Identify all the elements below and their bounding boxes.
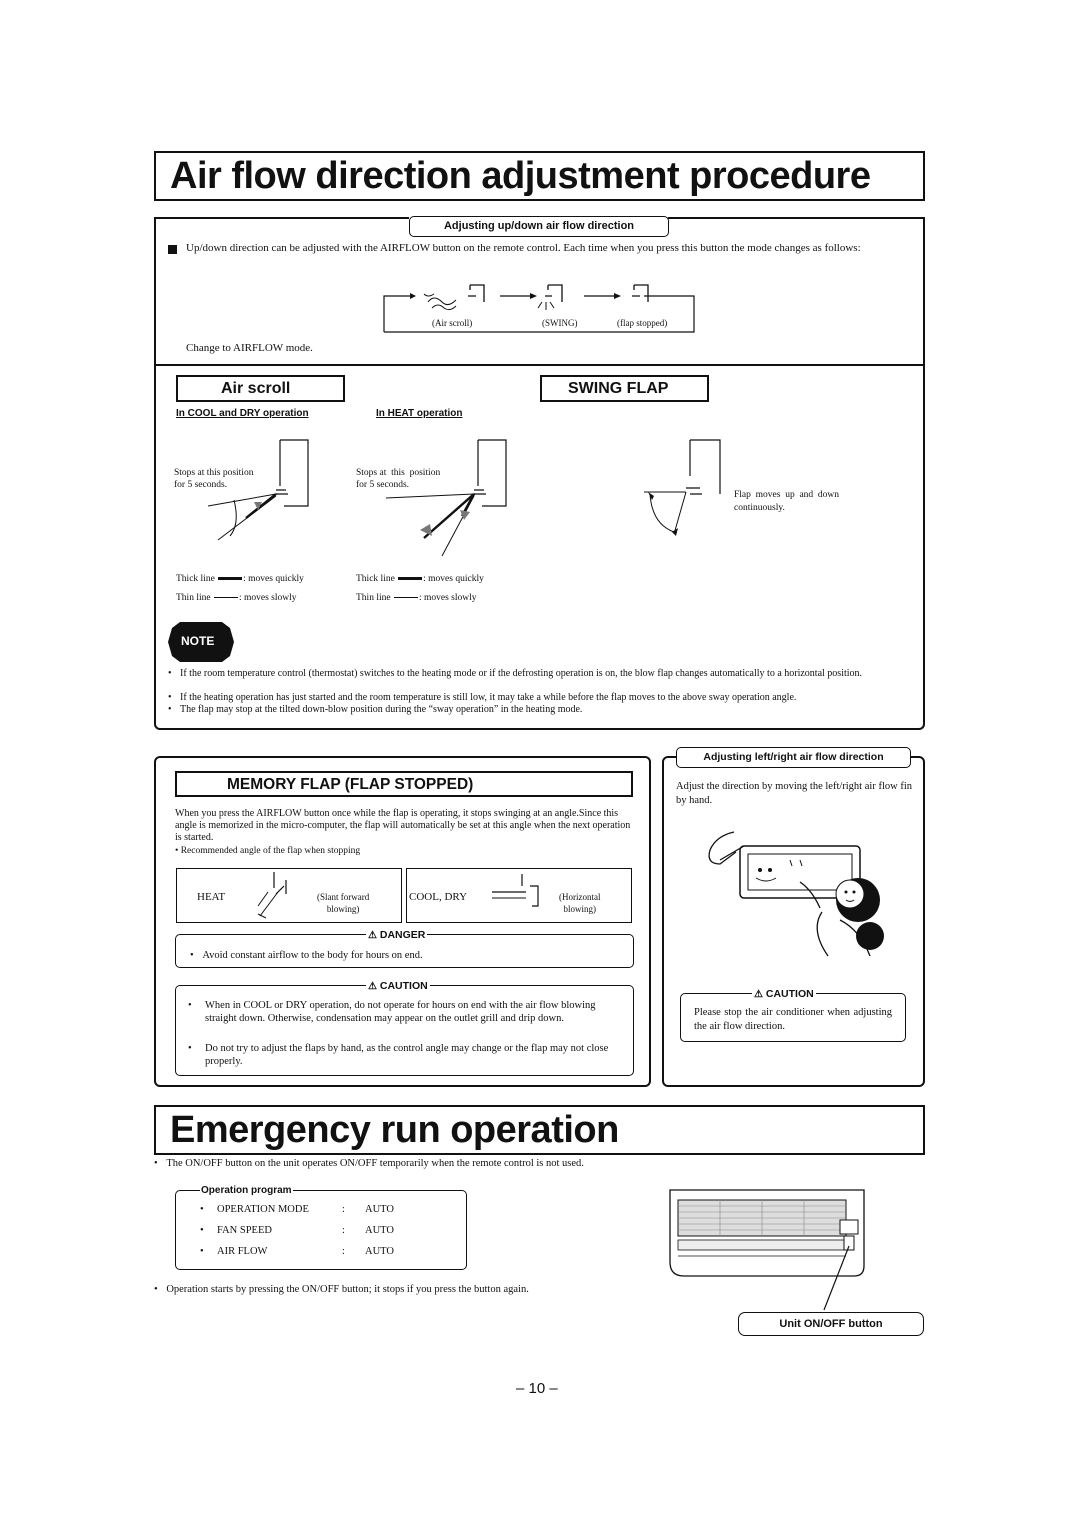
recommend-note — [175, 846, 360, 856]
heat-air-scroll-diagram — [380, 440, 520, 570]
swing-flap-heading — [540, 375, 709, 402]
heat-op-label: In HEAT operation — [376, 408, 463, 419]
page-title-airflow: Air flow direction adjustment procedure — [170, 155, 871, 197]
emergency-intro — [154, 1158, 584, 1169]
cool-angle-label: COOL, DRY — [409, 891, 468, 903]
danger-title — [366, 929, 427, 941]
cool-thick-desc: : moves quickly — [243, 574, 304, 584]
panel-top-line-right — [668, 217, 925, 219]
updown-intro: Up/down direction can be adjusted with the AIRFLOW button on the remote control. Each time when you press this button the mode changes as follows: — [186, 242, 861, 254]
bullet-dot: • — [168, 668, 172, 679]
cool-flap-angle-icon — [486, 872, 546, 916]
bullet-dot: • — [188, 1000, 192, 1011]
swing-flap-diagram — [640, 440, 730, 540]
thick-line-swatch — [398, 577, 422, 580]
caution-title-text: CAUTION — [379, 980, 428, 992]
warning-triangle-icon: ⚠ — [368, 930, 377, 941]
leftright-caution-text: Please stop the air conditioner when adjusting the air flow direction. — [694, 1007, 892, 1032]
emergency-outro-text: Operation starts by pressing the ON/OFF button; it stops if you press the button again. — [166, 1284, 529, 1295]
air-scroll-heading — [176, 375, 345, 402]
emergency-outro — [154, 1284, 529, 1295]
program-row-3-sep: : — [342, 1246, 345, 1257]
program-row-1-key: OPERATION MODE — [217, 1204, 309, 1215]
square-bullet — [168, 245, 177, 254]
mode-label-air-scroll: (Air scroll) — [432, 318, 473, 328]
updown-divider — [154, 364, 925, 366]
bullet-dot: • — [200, 1225, 204, 1236]
caution-item-2-text: Do not try to adjust the flaps by hand, as the control angle may change or the flap may not close properly. — [205, 1043, 609, 1067]
mode-label-swing: (SWING) — [542, 318, 578, 328]
mode-label-flap-stopped: (flap stopped) — [617, 318, 668, 328]
swing-desc: Flap moves up and down continuously. — [734, 490, 840, 513]
thick-line-swatch — [218, 577, 242, 580]
cool-thick-label: Thick line — [176, 574, 215, 584]
heat-thin-desc: : moves slowly — [418, 593, 477, 603]
leftright-caution-title-text: CAUTION — [765, 988, 814, 1000]
indoor-unit-illustration — [664, 1186, 874, 1314]
program-row-1 — [200, 1204, 420, 1218]
program-row-2 — [200, 1225, 420, 1239]
cool-thin-label: Thin line — [176, 593, 211, 603]
change-note: Change to AIRFLOW mode. — [186, 342, 313, 354]
heat-stops-note: Stops at this position for 5 seconds. — [356, 468, 441, 490]
page-title-emergency: Emergency run operation — [170, 1109, 619, 1151]
program-row-1-val: AUTO — [365, 1204, 394, 1215]
leftright-desc: Adjust the direction by moving the left/right air flow fin by hand. — [676, 781, 912, 806]
program-row-3-key: AIR FLOW — [217, 1246, 268, 1257]
thin-line-swatch — [214, 597, 238, 598]
note-item-2-text: If the heating operation has just started and the room temperature is still low, it may take a while before the flap moves to the above sway operation angle. — [180, 692, 797, 703]
bullet-dot: • — [200, 1246, 204, 1257]
bullet-dot: • — [168, 704, 172, 715]
danger-text-body: Avoid constant airflow to the body for hours on end. — [202, 950, 423, 961]
program-row-3 — [200, 1246, 420, 1260]
note-item-3-text: The flap may stop at the tilted down-blow position during the “sway operation” in the heating mode. — [180, 704, 583, 715]
bullet-dot: • — [154, 1158, 158, 1169]
heat-angle-label: HEAT — [197, 891, 226, 903]
section-title-airflow-box — [154, 151, 925, 201]
leftright-tag: Adjusting left/right air flow direction — [676, 747, 911, 768]
note-badge-text: NOTE — [181, 634, 215, 648]
memory-desc: When you press the AIRFLOW button once while the flap is operating, it stops swinging at an angle.Since this angle is memorized in the micro-computer, the flap will automatically be set at this angle when the next operation is started. — [175, 808, 631, 843]
recommend-note-text: Recommended angle of the flap when stopping — [180, 846, 361, 856]
caution-item-1-text: When in COOL or DRY operation, do not operate for hours on end with the air flow blowing straight down. Otherwise, condensation may appear on the outlet grill and drip down. — [205, 1000, 596, 1024]
program-row-2-key: FAN SPEED — [217, 1225, 272, 1236]
bullet-dot: • — [175, 846, 179, 856]
bullet-dot: • — [154, 1284, 158, 1295]
heat-angle-desc: (Slant forward blowing) — [317, 892, 370, 914]
heat-thin-label: Thin line — [356, 593, 391, 603]
bullet-dot: • — [188, 1043, 192, 1054]
mode-cycle-diagram — [380, 288, 700, 338]
cool-angle-desc: (Horizontal blowing) — [559, 892, 601, 914]
memory-flap-heading — [175, 771, 633, 797]
memory-flap-heading-text: MEMORY FLAP (FLAP STOPPED) — [227, 776, 474, 793]
emergency-intro-text: The ON/OFF button on the unit operates ON/OFF temporarily when the remote control is not used. — [166, 1158, 584, 1169]
cool-stops-note: Stops at this position for 5 seconds. — [174, 468, 254, 490]
air-scroll-heading-text: Air scroll — [221, 380, 291, 397]
program-row-2-val: AUTO — [365, 1225, 394, 1236]
heat-thick-desc: : moves quickly — [423, 574, 484, 584]
updown-tag: Adjusting up/down air flow direction — [409, 216, 669, 237]
danger-title-text: DANGER — [379, 929, 426, 941]
cool-air-scroll-diagram — [200, 440, 320, 550]
danger-text — [190, 950, 423, 961]
leftright-caution-title — [752, 988, 816, 1000]
page-number: – 10 – — [516, 1380, 558, 1397]
cool-thin-desc: : moves slowly — [238, 593, 297, 603]
bullet-dot: • — [200, 1204, 204, 1215]
program-row-1-sep: : — [342, 1204, 345, 1215]
program-row-2-sep: : — [342, 1225, 345, 1236]
warning-triangle-icon: ⚠ — [754, 989, 763, 1000]
operation-program-title: Operation program — [201, 1185, 292, 1196]
note-item-1-text: If the room temperature control (thermostat) switches to the heating mode or if the defrosting operation is on, the blow flap changes automatically to a horizontal position. — [180, 668, 863, 679]
note-item-1 — [168, 668, 916, 680]
caution-item-2 — [188, 1042, 620, 1068]
heat-flap-angle-icon — [254, 872, 304, 922]
warning-triangle-icon: ⚠ — [368, 981, 377, 992]
cool-dry-label: In COOL and DRY operation — [176, 408, 309, 419]
swing-flap-heading-text: SWING FLAP — [568, 380, 669, 397]
caution-item-1 — [188, 999, 620, 1025]
person-adjusting-fins-illustration — [700, 820, 890, 960]
bullet-dot: • — [168, 692, 172, 703]
bullet-dot: • — [190, 950, 194, 961]
caution-title — [366, 980, 430, 992]
thin-line-swatch — [394, 597, 418, 598]
section-title-emergency-box — [154, 1105, 925, 1155]
cool-thick-legend — [176, 574, 304, 584]
program-row-3-val: AUTO — [365, 1246, 394, 1257]
heat-thick-label: Thick line — [356, 574, 395, 584]
note-item-2 — [168, 692, 916, 704]
panel-top-line-left — [154, 217, 409, 219]
unit-onoff-button-label: Unit ON/OFF button — [738, 1312, 924, 1336]
heat-thick-legend — [356, 574, 484, 584]
cool-thin-legend — [176, 593, 296, 603]
heat-thin-legend — [356, 593, 476, 603]
note-item-3 — [168, 704, 916, 716]
